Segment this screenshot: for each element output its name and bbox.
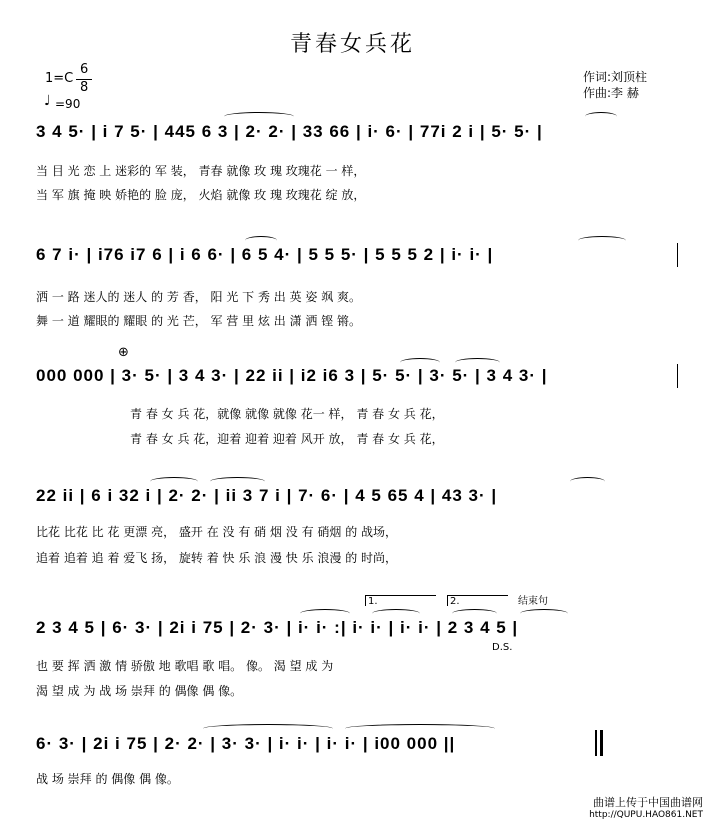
- notation-line-1: 3 4 5· | i 7 5· | 445 6 3 | 2· 2· | 33 66 | i· 6· | 77i 2 i | 5· 5· |: [36, 122, 543, 141]
- dal-segno-marking: D.S.: [492, 642, 513, 653]
- segno-icon: ⊕: [118, 345, 129, 360]
- quarter-note-icon: ♩: [44, 93, 51, 109]
- notation-line-4: 22 ii | 6 i 32 i | 2· 2· | ii 3 7 i | 7· 6· | 4 5 65 4 | 43 3· |: [36, 486, 498, 505]
- lyric-line-6: 战 场 崇拜 的 偶像 偶 像。: [36, 772, 179, 786]
- slur: [345, 724, 495, 733]
- slur: [372, 609, 420, 618]
- lyric-line-3b: 青 春 女 兵 花，迎着 迎着 迎着 风开 放， 青 春 女 兵 花，: [130, 432, 444, 446]
- lyric-line-2a: 洒 一 路 迷人的 迷人 的 芳 香， 阳 光 下 秀 出 英 姿 飒 爽。: [36, 290, 362, 304]
- lyricist: 作词:刘顶柱: [583, 70, 648, 84]
- lyric-line-1b: 当 军 旗 掩 映 娇艳的 脸 庞， 火焰 就像 玫 瑰 玫瑰花 绽 放，: [36, 188, 366, 202]
- footer-line-1: 曲谱上传于中国曲谱网: [593, 796, 703, 809]
- lyric-line-1a: 当 目 光 恋 上 迷彩的 军 装， 青春 就像 玫 瑰 玫瑰花 一 样，: [36, 164, 366, 178]
- slur: [224, 112, 294, 121]
- notation-line-6: 6· 3· | 2i i 75 | 2· 2· | 3· 3· | i· i· | i· i· | i00 000 ||: [36, 734, 456, 753]
- notation-line-2: 6 7 i· | i76 i7 6 | i 6 6· | 6 5 4· | 5 5 5· | 5 5 5 2 | i· i· |: [36, 245, 494, 264]
- second-ending-label: 2.: [450, 596, 460, 607]
- lyric-line-3a: 青 春 女 兵 花，就像 就像 就像 花一 样， 青 春 女 兵 花，: [130, 407, 444, 421]
- notation-line-3: 000 000 | 3· 5· | 3 4 3· | 22 ii | i2 i6 3 | 5· 5· | 3· 5· | 3 4 3· |: [36, 366, 548, 385]
- slur: [578, 236, 626, 245]
- barline: [677, 243, 678, 267]
- slur: [455, 358, 500, 367]
- lyric-line-4a: 比花 比花 比 花 更漂 亮， 盛开 在 没 有 硝 烟 没 有 硝烟 的 战场，: [36, 525, 398, 539]
- slur: [210, 477, 265, 486]
- tempo-marking: =90: [55, 97, 81, 111]
- footer-watermark: [589, 796, 703, 822]
- slur: [452, 609, 497, 618]
- slur: [520, 609, 568, 618]
- lyric-line-4b: 追着 追着 追 着 爱飞 扬， 旋转 着 快 乐 浪 漫 快 乐 浪漫 的 时尚，: [36, 551, 398, 565]
- slur: [300, 609, 350, 618]
- slur: [245, 236, 277, 245]
- composer: 作曲:李 赫: [583, 86, 639, 100]
- slur: [570, 477, 605, 486]
- coda-label: 结束句: [518, 596, 548, 607]
- time-signature-numerator: 6: [80, 62, 89, 77]
- slur: [400, 358, 440, 367]
- slur: [203, 724, 333, 733]
- lyric-line-2b: 舞 一 道 耀眼的 耀眼 的 光 芒， 军 营 里 炫 出 潇 洒 铿 锵。: [36, 314, 362, 328]
- final-barline-thick: [600, 730, 603, 756]
- key-signature: 1=C: [45, 71, 74, 86]
- first-ending-label: 1.: [368, 596, 378, 607]
- song-title: 青春女兵花: [289, 32, 415, 57]
- slur: [150, 477, 198, 486]
- footer-line-2: http://QUPU.HAO861.NET: [589, 810, 703, 820]
- lyric-line-5b: 渴 望 成 为 战 场 崇拜 的 偶像 偶 像。: [36, 684, 243, 698]
- time-signature-denominator: 8: [80, 80, 89, 95]
- lyric-line-5a: 也 要 挥 洒 激 情 骄傲 地 歌唱 歌 唱。 像。 渴 望 成 为: [36, 659, 334, 673]
- notation-line-5: 2 3 4 5 | 6· 3· | 2i i 75 | 2· 3· | i· i· :| i· i· | i· i· | 2 3 4 5 |: [36, 618, 519, 637]
- slur: [585, 112, 617, 121]
- barline: [677, 364, 678, 388]
- final-barline: [595, 730, 597, 756]
